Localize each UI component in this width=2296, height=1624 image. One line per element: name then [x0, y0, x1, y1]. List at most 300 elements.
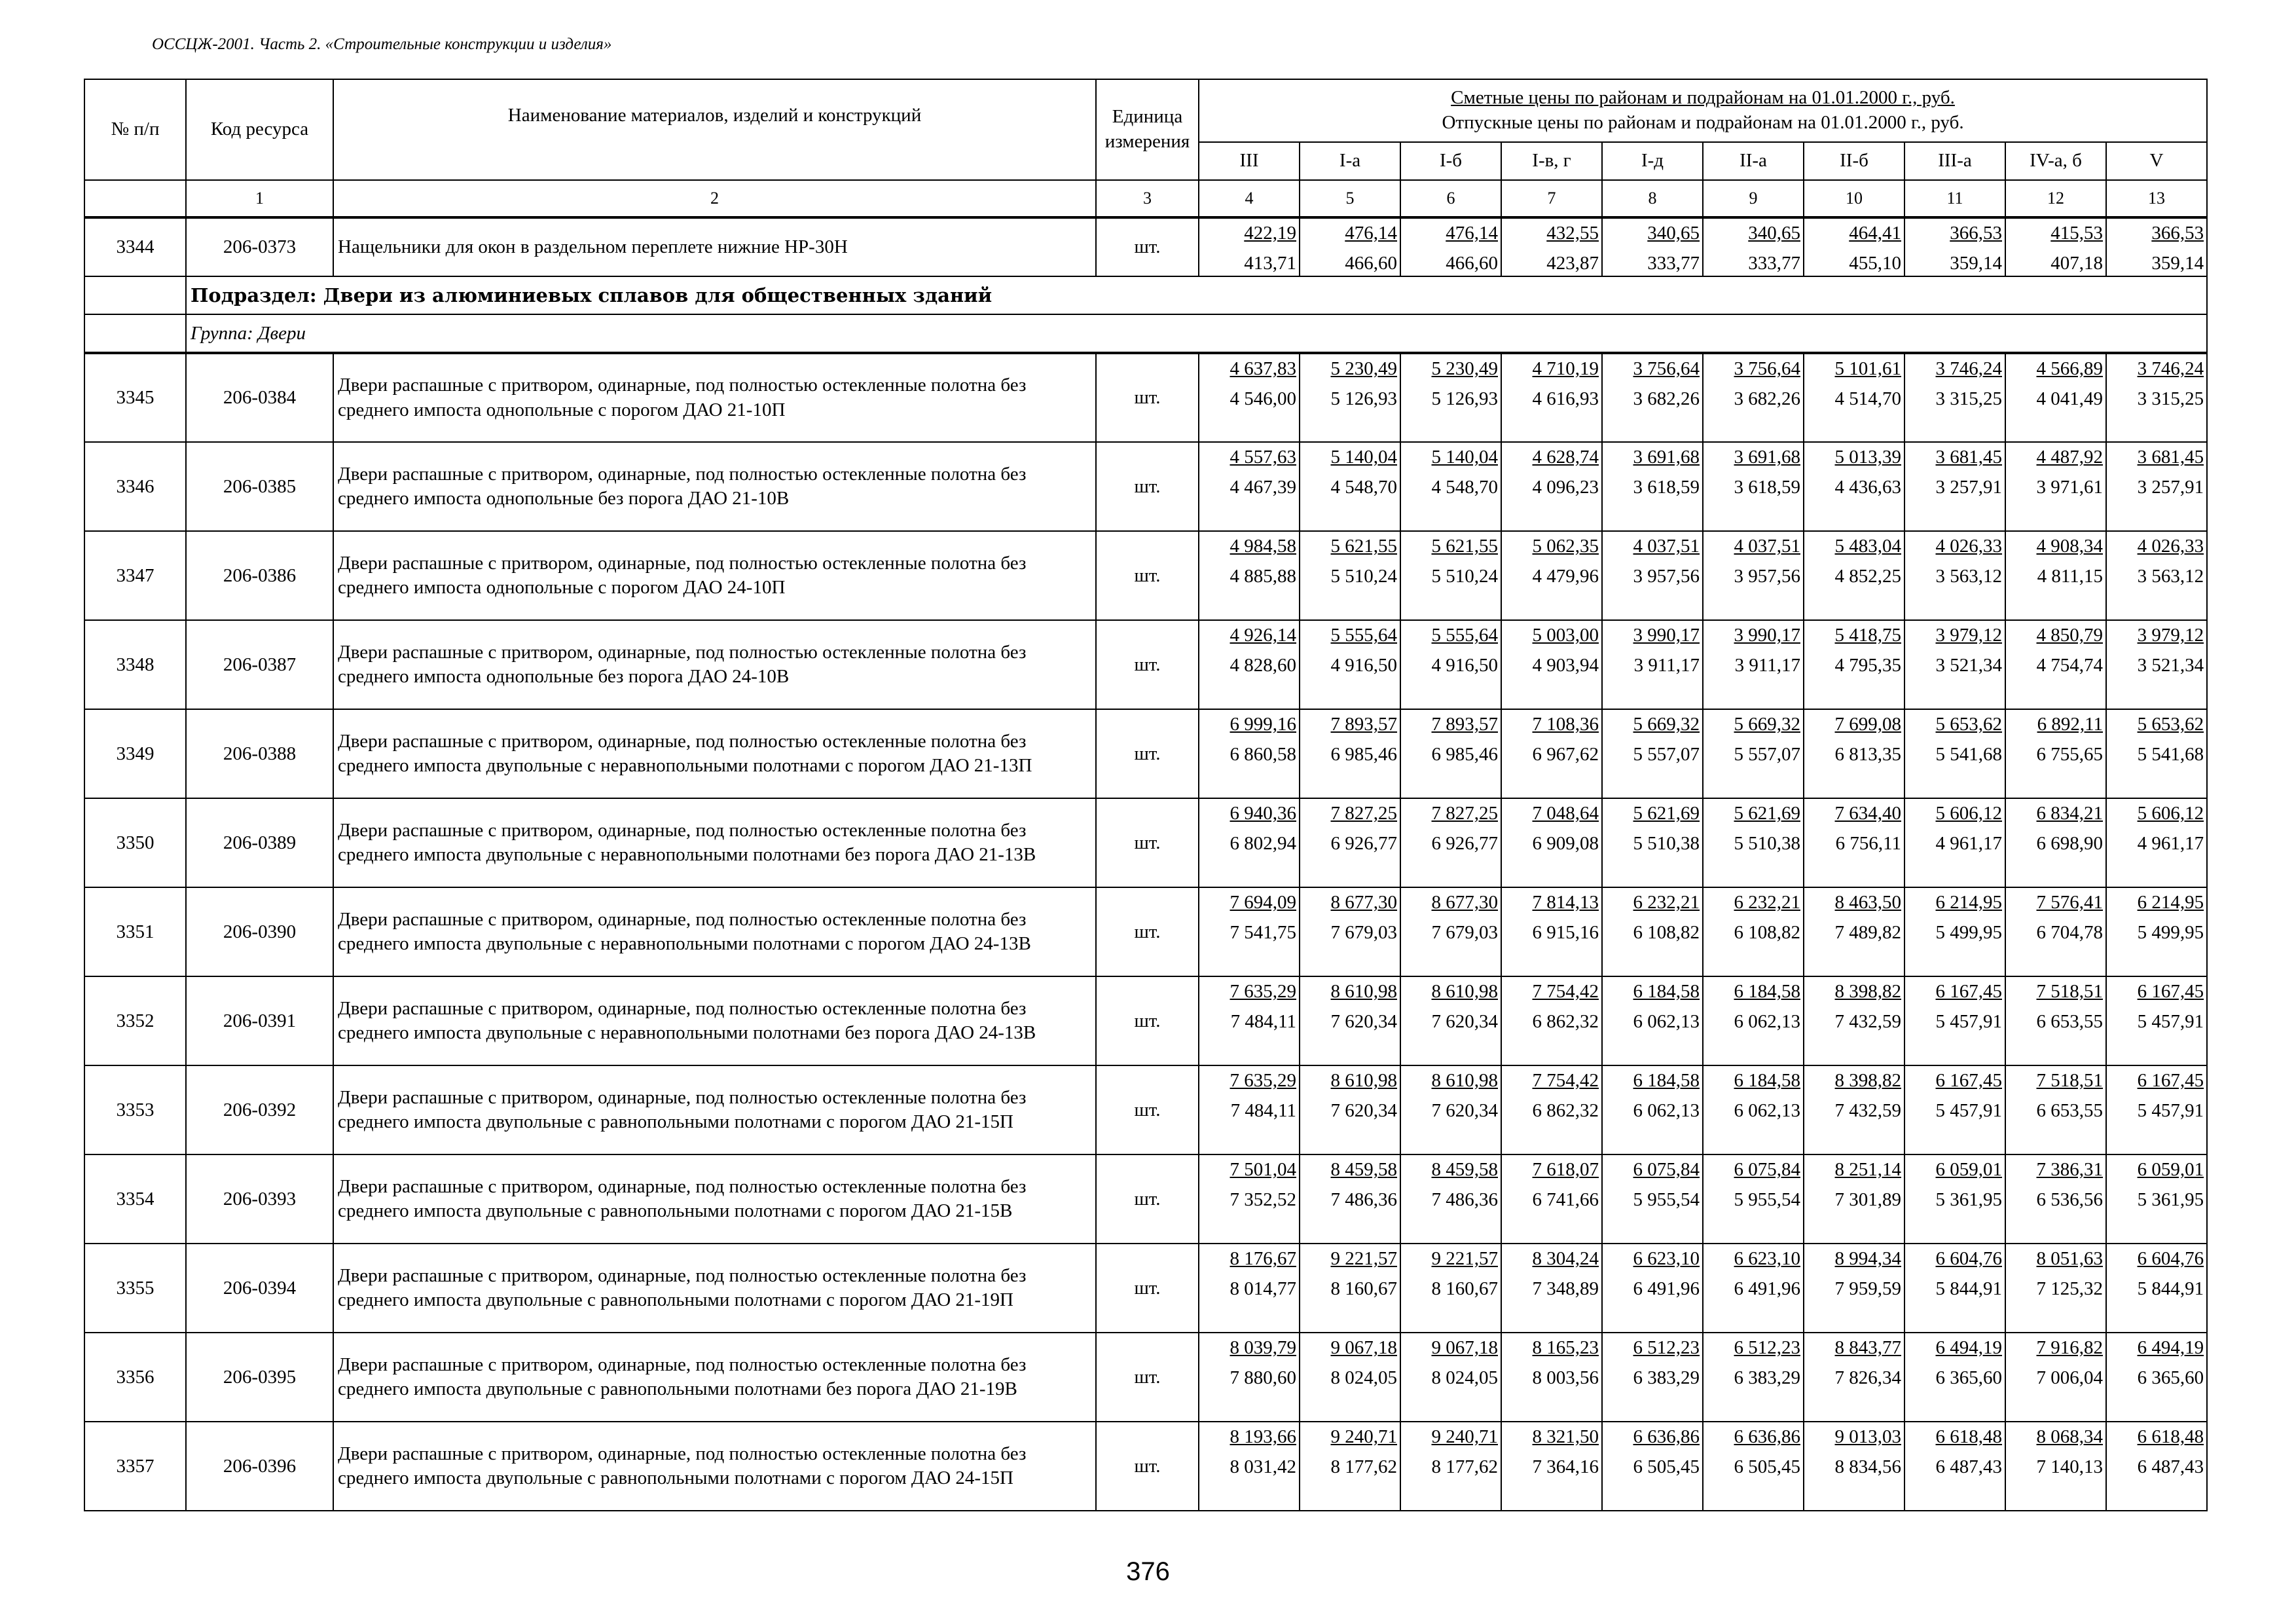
- estimate-price: 9 067,18: [1431, 1337, 1498, 1359]
- resource-code: 206-0384: [186, 353, 333, 442]
- estimate-price: 8 051,63: [2036, 1248, 2103, 1270]
- table-row: [84, 1422, 2207, 1511]
- release-price: 7 541,75: [1230, 922, 1296, 944]
- price-cell: [1804, 709, 1904, 798]
- release-price: 6 487,43: [2137, 1456, 2204, 1478]
- release-price: 6 491,96: [1734, 1278, 1800, 1300]
- release-price: 8 014,77: [1230, 1278, 1296, 1300]
- price-cell: [1904, 620, 2005, 709]
- estimate-price: 7 635,29: [1230, 1070, 1296, 1092]
- row-number: 3352: [84, 976, 186, 1065]
- estimate-price: 8 610,98: [1431, 981, 1498, 1003]
- release-price: 6 967,62: [1532, 744, 1599, 766]
- price-cell: [1703, 531, 1804, 620]
- price-cell: [1300, 217, 1400, 276]
- price-cell: [1199, 887, 1300, 976]
- estimate-price: 6 623,10: [1734, 1248, 1800, 1270]
- estimate-price: 6 618,48: [2137, 1426, 2204, 1448]
- price-cell: [2106, 531, 2207, 620]
- release-price: 4 096,23: [1532, 477, 1599, 498]
- release-price: 3 521,34: [2137, 655, 2204, 676]
- estimate-price: 8 610,98: [1431, 1070, 1498, 1092]
- table-row: [84, 1333, 2207, 1422]
- item-name: Двери распашные с притвором, одинарные, под полностью остекленные полотна без среднего импоста двупольные с неравнопольными полотнами без порога ДАО 21-13В: [333, 798, 1096, 887]
- release-price: 4 961,17: [2137, 833, 2204, 855]
- price-cell: [1300, 620, 1400, 709]
- release-price: 7 679,03: [1431, 922, 1498, 944]
- resource-code: 206-0386: [186, 531, 333, 620]
- release-price: 8 177,62: [1431, 1456, 1498, 1478]
- estimate-price: 8 039,79: [1230, 1337, 1296, 1359]
- price-cell: [1602, 976, 1703, 1065]
- price-cell: [1300, 976, 1400, 1065]
- price-cell: [1199, 217, 1300, 276]
- estimate-price: 340,65: [1647, 223, 1700, 244]
- release-price: 8 160,67: [1330, 1278, 1397, 1300]
- estimate-price: 4 908,34: [2036, 536, 2103, 557]
- price-cell: [1300, 1333, 1400, 1422]
- price-cell: [1400, 798, 1501, 887]
- region-header: IV-а, б: [2005, 142, 2106, 180]
- estimate-price: 3 691,68: [1734, 447, 1800, 468]
- region-header: III-а: [1904, 142, 2005, 180]
- release-price: 5 955,54: [1633, 1189, 1700, 1211]
- resource-code: 206-0388: [186, 709, 333, 798]
- release-price: 6 909,08: [1532, 833, 1599, 855]
- row-number: 3345: [84, 353, 186, 442]
- price-cell: [1804, 887, 1904, 976]
- price-cell: [1400, 442, 1501, 531]
- group-title: Группа: Двери: [186, 314, 2207, 353]
- price-cell: [1804, 976, 1904, 1065]
- price-cell: [1602, 531, 1703, 620]
- price-cell: [1501, 709, 1602, 798]
- price-cell: [1904, 217, 2005, 276]
- item-name: Двери распашные с притвором, одинарные, под полностью остекленные полотна без среднего импоста однопольные с порогом ДАО 21-10П: [333, 353, 1096, 442]
- row-number: 3350: [84, 798, 186, 887]
- price-cell: [1904, 1333, 2005, 1422]
- price-cell: [1804, 1333, 1904, 1422]
- release-price: 6 062,13: [1734, 1100, 1800, 1122]
- release-price: 5 510,38: [1734, 833, 1800, 855]
- estimate-price: 6 604,76: [1935, 1248, 2002, 1270]
- resource-code: 206-0391: [186, 976, 333, 1065]
- estimate-price: 6 167,45: [2137, 1070, 2204, 1092]
- estimate-price: 6 075,84: [1633, 1159, 1700, 1181]
- estimate-price: 422,19: [1244, 223, 1296, 244]
- release-price: 7 364,16: [1532, 1456, 1599, 1478]
- price-cell: [1904, 1244, 2005, 1333]
- price-table: [84, 79, 2208, 1511]
- table-row: [84, 353, 2207, 442]
- price-cell: [1501, 887, 1602, 976]
- release-price: 6 704,78: [2036, 922, 2103, 944]
- price-cell: [1904, 976, 2005, 1065]
- column-number: 11: [1904, 180, 2005, 217]
- table-row: [84, 976, 2207, 1065]
- release-price: 6 698,90: [2036, 833, 2103, 855]
- group-row: [84, 314, 2207, 353]
- price-cell: [1400, 1244, 1501, 1333]
- estimate-price: 4 926,14: [1230, 625, 1296, 646]
- price-cell: [1400, 1154, 1501, 1244]
- header-name: Наименование материалов, изделий и конструкций: [333, 79, 1096, 180]
- price-cell: [1300, 442, 1400, 531]
- price-cell: [1300, 1244, 1400, 1333]
- estimate-price: 6 214,95: [2137, 892, 2204, 913]
- region-header: I-д: [1602, 142, 1703, 180]
- estimate-price: 8 304,24: [1532, 1248, 1599, 1270]
- release-price: 407,18: [2050, 252, 2103, 274]
- release-price: 6 985,46: [1330, 744, 1397, 766]
- price-cell: [2005, 887, 2106, 976]
- estimate-price: 6 184,58: [1734, 1070, 1800, 1092]
- release-price: 5 457,91: [2137, 1011, 2204, 1033]
- estimate-price: 7 754,42: [1532, 1070, 1599, 1092]
- release-price: 6 536,56: [2036, 1189, 2103, 1211]
- section-title: Подраздел: Двери из алюминиевых сплавов для общественных зданий: [186, 276, 2207, 314]
- release-price: 6 741,66: [1532, 1189, 1599, 1211]
- price-cell: [1703, 1154, 1804, 1244]
- release-price: 8 031,42: [1230, 1456, 1296, 1478]
- price-cell: [1703, 1422, 1804, 1511]
- unit: шт.: [1096, 1065, 1199, 1154]
- estimate-price: 476,14: [1345, 223, 1397, 244]
- release-price: 4 548,70: [1330, 477, 1397, 498]
- price-cell: [1199, 531, 1300, 620]
- price-cell: [2005, 531, 2106, 620]
- release-price: 333,77: [1748, 252, 1800, 274]
- release-price: 6 862,32: [1532, 1100, 1599, 1122]
- column-number: 6: [1400, 180, 1501, 217]
- estimate-price: 4 557,63: [1230, 447, 1296, 468]
- price-cell: [1804, 442, 1904, 531]
- price-cell: [1199, 353, 1300, 442]
- price-cell: [1804, 1154, 1904, 1244]
- release-price: 6 062,13: [1633, 1100, 1700, 1122]
- price-cell: [1400, 1333, 1501, 1422]
- estimate-price: 7 618,07: [1532, 1159, 1599, 1181]
- release-price: 7 484,11: [1230, 1011, 1296, 1033]
- release-price: 7 432,59: [1834, 1100, 1901, 1122]
- estimate-price: 476,14: [1446, 223, 1498, 244]
- release-price: 4 916,50: [1431, 655, 1498, 676]
- column-number: 13: [2106, 180, 2207, 217]
- price-cell: [1199, 1333, 1300, 1422]
- price-cell: [1703, 709, 1804, 798]
- release-price: 6 653,55: [2036, 1100, 2103, 1122]
- price-cell: [1703, 887, 1804, 976]
- price-cell: [1300, 353, 1400, 442]
- unit: шт.: [1096, 1333, 1199, 1422]
- estimate-price: 4 037,51: [1734, 536, 1800, 557]
- release-price: 7 489,82: [1834, 922, 1901, 944]
- row-number: 3355: [84, 1244, 186, 1333]
- item-name: Двери распашные с притвором, одинарные, под полностью остекленные полотна без среднего импоста двупольные с неравнопольными полотнами без порога ДАО 24-13В: [333, 976, 1096, 1065]
- price-cell: [1501, 1244, 1602, 1333]
- estimate-price: 5 483,04: [1834, 536, 1901, 557]
- estimate-price: 464,41: [1849, 223, 1901, 244]
- estimate-price: 8 398,82: [1834, 981, 1901, 1003]
- resource-code: 206-0392: [186, 1065, 333, 1154]
- estimate-price: 8 610,98: [1330, 1070, 1397, 1092]
- estimate-price: 5 101,61: [1834, 358, 1901, 380]
- resource-code: 206-0390: [186, 887, 333, 976]
- price-cell: [1300, 887, 1400, 976]
- estimate-price: 7 827,25: [1431, 803, 1498, 824]
- estimate-price: 8 610,98: [1330, 981, 1397, 1003]
- item-name: Двери распашные с притвором, одинарные, под полностью остекленные полотна без среднего импоста двупольные с неравнопольными полотнами с порогом ДАО 21-13П: [333, 709, 1096, 798]
- estimate-price: 5 555,64: [1330, 625, 1397, 646]
- estimate-price: 4 037,51: [1633, 536, 1700, 557]
- release-price: 5 499,95: [2137, 922, 2204, 944]
- estimate-price: 7 893,57: [1431, 714, 1498, 735]
- estimate-price: 7 694,09: [1230, 892, 1296, 913]
- estimate-price: 4 026,33: [1935, 536, 2002, 557]
- release-price: 5 457,91: [1935, 1100, 2002, 1122]
- estimate-price: 3 990,17: [1633, 625, 1700, 646]
- release-price: 5 955,54: [1734, 1189, 1800, 1211]
- price-cell: [2106, 709, 2207, 798]
- estimate-price: 6 636,86: [1633, 1426, 1700, 1448]
- region-header: II-б: [1804, 142, 1904, 180]
- price-cell: [2106, 217, 2207, 276]
- release-price: 4 548,70: [1431, 477, 1498, 498]
- price-cell: [1602, 1333, 1703, 1422]
- release-price: 4 795,35: [1834, 655, 1901, 676]
- price-cell: [2005, 217, 2106, 276]
- release-price: 5 510,24: [1431, 566, 1498, 587]
- column-number: 7: [1501, 180, 1602, 217]
- estimate-price: 7 576,41: [2036, 892, 2103, 913]
- estimate-price: 8 459,58: [1431, 1159, 1498, 1181]
- release-price: 6 505,45: [1734, 1456, 1800, 1478]
- release-price: 4 479,96: [1532, 566, 1599, 587]
- price-cell: [2005, 798, 2106, 887]
- release-price: 5 541,68: [1935, 744, 2002, 766]
- row-number: 3356: [84, 1333, 186, 1422]
- price-cell: [1300, 1154, 1400, 1244]
- estimate-price: 8 463,50: [1834, 892, 1901, 913]
- release-price: 455,10: [1849, 252, 1901, 274]
- estimate-price: 6 214,95: [1935, 892, 2002, 913]
- release-price: 6 915,16: [1532, 922, 1599, 944]
- unit: шт.: [1096, 976, 1199, 1065]
- estimate-price: 6 618,48: [1935, 1426, 2002, 1448]
- price-cell: [1501, 531, 1602, 620]
- price-cell: [1904, 1065, 2005, 1154]
- price-cell: [1703, 1065, 1804, 1154]
- estimate-price: 4 637,83: [1230, 358, 1296, 380]
- release-price: 7 432,59: [1834, 1011, 1901, 1033]
- release-price: 5 361,95: [2137, 1189, 2204, 1211]
- estimate-price: 3 756,64: [1734, 358, 1800, 380]
- release-price: 4 436,63: [1834, 477, 1901, 498]
- row-number: 3357: [84, 1422, 186, 1511]
- price-cell: [2106, 1333, 2207, 1422]
- estimate-price: 5 669,32: [1633, 714, 1700, 735]
- price-cell: [1501, 217, 1602, 276]
- price-cell: [1400, 1422, 1501, 1511]
- row-number: 3346: [84, 442, 186, 531]
- release-price: 3 618,59: [1633, 477, 1700, 498]
- estimate-price: 5 003,00: [1532, 625, 1599, 646]
- price-cell: [1400, 620, 1501, 709]
- estimate-price: 5 140,04: [1431, 447, 1498, 468]
- resource-code: 206-0387: [186, 620, 333, 709]
- estimate-price: 3 681,45: [1935, 447, 2002, 468]
- release-price: 466,60: [1446, 252, 1498, 274]
- unit: шт.: [1096, 1244, 1199, 1333]
- release-price: 6 985,46: [1431, 744, 1498, 766]
- header-code: Код ресурса: [186, 79, 333, 180]
- estimate-price: 7 916,82: [2036, 1337, 2103, 1359]
- price-cell: [2005, 709, 2106, 798]
- estimate-price: 4 984,58: [1230, 536, 1296, 557]
- estimate-price: 9 221,57: [1330, 1248, 1397, 1270]
- unit: шт.: [1096, 798, 1199, 887]
- estimate-price: 3 691,68: [1633, 447, 1700, 468]
- estimate-price: 4 026,33: [2137, 536, 2204, 557]
- release-price: 4 041,49: [2036, 388, 2103, 410]
- estimate-price: 3 990,17: [1734, 625, 1800, 646]
- price-cell: [2005, 353, 2106, 442]
- price-cell: [1904, 709, 2005, 798]
- estimate-price: 6 604,76: [2137, 1248, 2204, 1270]
- estimate-price: 6 623,10: [1633, 1248, 1700, 1270]
- release-price: 6 108,82: [1734, 922, 1800, 944]
- price-cell: [2005, 442, 2106, 531]
- estimate-price: 6 940,36: [1230, 803, 1296, 824]
- unit: шт.: [1096, 217, 1199, 276]
- estimate-price: 8 843,77: [1834, 1337, 1901, 1359]
- release-price: 7 679,03: [1330, 922, 1397, 944]
- price-cell: [1703, 442, 1804, 531]
- resource-code: 206-0394: [186, 1244, 333, 1333]
- estimate-price: 5 606,12: [2137, 803, 2204, 824]
- row-number: 3351: [84, 887, 186, 976]
- release-price: 4 903,94: [1532, 655, 1599, 676]
- resource-code: 206-0396: [186, 1422, 333, 1511]
- price-cell: [1501, 620, 1602, 709]
- price-cell: [1804, 1422, 1904, 1511]
- price-cell: [2005, 1422, 2106, 1511]
- price-cell: [1199, 1154, 1300, 1244]
- price-cell: [1602, 442, 1703, 531]
- price-cell: [1602, 709, 1703, 798]
- item-name: Двери распашные с притвором, одинарные, под полностью остекленные полотна без среднего импоста двупольные с равнопольными полотнами с порогом ДАО 21-15В: [333, 1154, 1096, 1244]
- price-cell: [1400, 1065, 1501, 1154]
- estimate-price: 8 398,82: [1834, 1070, 1901, 1092]
- estimate-price: 366,53: [1950, 223, 2002, 244]
- release-price: 7 125,32: [2036, 1278, 2103, 1300]
- table-row: [84, 1065, 2207, 1154]
- release-price: 4 885,88: [1230, 566, 1296, 587]
- estimate-price: 3 979,12: [1935, 625, 2002, 646]
- release-price: 3 682,26: [1734, 388, 1800, 410]
- price-cell: [2106, 1422, 2207, 1511]
- release-price: 7 348,89: [1532, 1278, 1599, 1300]
- document-header: ОССЦЖ-2001. Часть 2. «Строительные конструкции и изделия»: [152, 35, 612, 53]
- price-cell: [1400, 353, 1501, 442]
- price-cell: [1804, 217, 1904, 276]
- release-price: 7 620,34: [1431, 1011, 1498, 1033]
- estimate-price: 5 669,32: [1734, 714, 1800, 735]
- release-price: 7 484,11: [1230, 1100, 1296, 1122]
- price-cell: [2005, 1333, 2106, 1422]
- price-cell: [1501, 1422, 1602, 1511]
- row-number: 3354: [84, 1154, 186, 1244]
- estimate-price: 5 621,69: [1633, 803, 1700, 824]
- release-price: 5 457,91: [2137, 1100, 2204, 1122]
- price-cell: [1804, 1244, 1904, 1333]
- price-cell: [1602, 353, 1703, 442]
- column-number: 9: [1703, 180, 1804, 217]
- item-name: Двери распашные с притвором, одинарные, под полностью остекленные полотна без среднего импоста двупольные с равнопольными полотнами без порога ДАО 21-19В: [333, 1333, 1096, 1422]
- group-spacer: [84, 314, 186, 353]
- table-row: [84, 709, 2207, 798]
- column-number: 10: [1804, 180, 1904, 217]
- table-row: [84, 1154, 2207, 1244]
- release-price: 4 828,60: [1230, 655, 1296, 676]
- release-price: 6 926,77: [1330, 833, 1397, 855]
- estimate-price: 6 512,23: [1633, 1337, 1700, 1359]
- region-header: I-в, г: [1501, 142, 1602, 180]
- price-cell: [1804, 353, 1904, 442]
- estimate-price: 6 167,45: [1935, 1070, 2002, 1092]
- release-price: 3 257,91: [2137, 477, 2204, 498]
- price-cell: [1703, 1333, 1804, 1422]
- price-cell: [1602, 887, 1703, 976]
- column-number: 8: [1602, 180, 1703, 217]
- estimate-price: 5 418,75: [1834, 625, 1901, 646]
- release-price: 3 911,17: [1734, 655, 1800, 676]
- release-price: 4 546,00: [1230, 388, 1296, 410]
- estimate-price: 7 386,31: [2036, 1159, 2103, 1181]
- price-cell: [1602, 1422, 1703, 1511]
- price-cell: [1703, 976, 1804, 1065]
- header-unit: Единица измерения: [1096, 79, 1199, 180]
- estimate-price: 5 230,49: [1431, 358, 1498, 380]
- release-price: 6 383,29: [1633, 1367, 1700, 1389]
- price-cell: [2106, 1154, 2207, 1244]
- estimate-price: 9 240,71: [1330, 1426, 1397, 1448]
- item-name: Двери распашные с притвором, одинарные, под полностью остекленные полотна без среднего импоста двупольные с неравнопольными полотнами с порогом ДАО 24-13В: [333, 887, 1096, 976]
- release-price: 6 756,11: [1835, 833, 1901, 855]
- estimate-price: 3 756,64: [1633, 358, 1700, 380]
- estimate-price: 8 068,34: [2036, 1426, 2103, 1448]
- header-num: № п/п: [84, 79, 186, 180]
- release-price: 6 062,13: [1734, 1011, 1800, 1033]
- section-spacer: [84, 276, 186, 314]
- price-cell: [1703, 353, 1804, 442]
- estimate-price: 8 677,30: [1330, 892, 1397, 913]
- release-price: 3 563,12: [1935, 566, 2002, 587]
- header-prices: [1199, 79, 2207, 142]
- price-cell: [1199, 709, 1300, 798]
- release-price: 5 844,91: [2137, 1278, 2204, 1300]
- price-cell: [1602, 798, 1703, 887]
- price-cell: [1400, 976, 1501, 1065]
- estimate-price: 340,65: [1748, 223, 1800, 244]
- price-cell: [1199, 620, 1300, 709]
- release-price: 5 361,95: [1935, 1189, 2002, 1211]
- release-price: 5 457,91: [1935, 1011, 2002, 1033]
- price-cell: [1400, 709, 1501, 798]
- price-cell: [1904, 798, 2005, 887]
- release-price: 6 365,60: [2137, 1367, 2204, 1389]
- estimate-price: 5 621,55: [1330, 536, 1397, 557]
